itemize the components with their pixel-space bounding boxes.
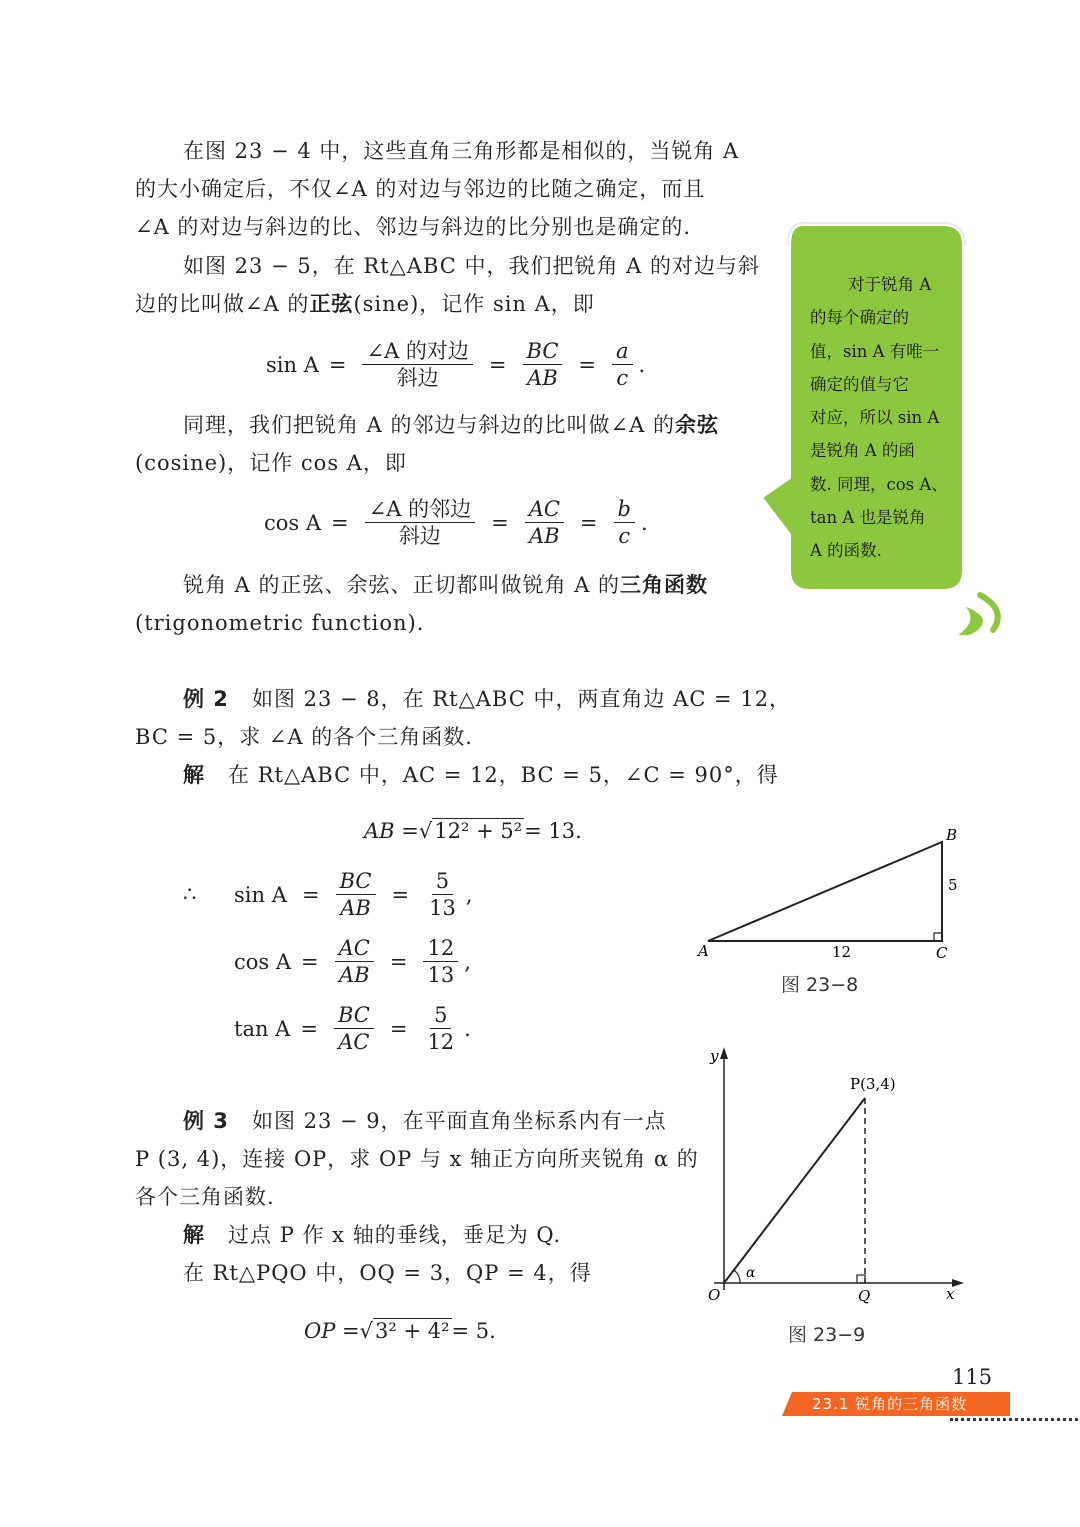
example-label: 例 2 bbox=[183, 687, 229, 711]
paragraph-cosine-definition bbox=[135, 406, 735, 482]
label-a: A bbox=[698, 942, 709, 960]
text-segment: 过点 P 作 x 轴的垂线，垂足为 Q. bbox=[228, 1223, 562, 1247]
fraction-numerator: AC bbox=[525, 496, 564, 523]
label-x: x bbox=[946, 1285, 955, 1303]
text-line bbox=[135, 1216, 695, 1254]
text-line bbox=[135, 285, 735, 323]
label-c: C bbox=[936, 944, 948, 962]
paragraph-trig-function bbox=[135, 566, 735, 642]
side-bc-label: 5 bbox=[948, 876, 958, 894]
text-segment: 在 Rt△ABC 中，AC = 12，BC = 5，∠C = 90°，得 bbox=[228, 763, 779, 787]
fraction-numerator: 5 bbox=[432, 868, 453, 895]
formula-op bbox=[304, 1318, 496, 1343]
fraction-numerator: BC bbox=[334, 1002, 374, 1029]
text-line: P (3, 4)，连接 OP，求 OP 与 x 轴正方向所夹锐角 α 的 bbox=[135, 1147, 699, 1171]
example-label: 例 3 bbox=[183, 1109, 229, 1133]
fraction-numerator: b bbox=[614, 496, 635, 523]
sqrt-sign: √ bbox=[418, 818, 433, 843]
bubble-line: 值，sin A 有唯一 bbox=[810, 341, 940, 361]
text-segment: 如图 23 − 9，在平面直角坐标系内有一点 bbox=[251, 1109, 667, 1133]
paragraph-sine-definition bbox=[135, 247, 761, 323]
fraction-denominator: c bbox=[618, 524, 631, 548]
text-line: (cosine)，记作 cos A，即 bbox=[135, 451, 407, 475]
text-segment: 如图 23 − 8，在 Rt△ABC 中，两直角边 AC = 12， bbox=[251, 687, 792, 711]
fraction-numerator: 5 bbox=[430, 1002, 451, 1029]
text-line: 如图 23 − 5，在 Rt△ABC 中，我们把锐角 A 的对边与斜 bbox=[183, 254, 761, 278]
y-axis-arrow bbox=[720, 1047, 728, 1059]
text-line bbox=[135, 680, 792, 718]
fraction-numerator: 12 bbox=[423, 935, 458, 962]
figure-23-8 bbox=[690, 820, 980, 970]
figure-23-9 bbox=[700, 1045, 970, 1310]
label-b: B bbox=[946, 826, 958, 844]
fraction bbox=[362, 338, 472, 391]
formula-lhs: OP = bbox=[304, 1318, 360, 1343]
example-2 bbox=[135, 680, 792, 794]
bubble-line: 对于锐角 A bbox=[848, 275, 932, 294]
equals-sign: = bbox=[328, 352, 347, 377]
fraction bbox=[335, 935, 374, 988]
fraction bbox=[425, 868, 460, 921]
fraction-denominator: 13 bbox=[429, 896, 456, 920]
formula-lhs: AB = bbox=[364, 818, 419, 843]
formula-end: , bbox=[465, 882, 473, 907]
fraction-denominator: AB bbox=[527, 366, 558, 390]
right-angle-mark bbox=[934, 933, 942, 941]
text-segment: 同理，我们把锐角 A 的邻边与斜边的比叫做∠A 的 bbox=[183, 413, 675, 437]
bubble-line: tan A 也是锐角 bbox=[810, 508, 926, 528]
formula-lhs: sin A bbox=[234, 882, 287, 907]
caption-23-8: 图 23−8 bbox=[781, 974, 859, 996]
text-line bbox=[135, 406, 735, 444]
bubble-line: 对应，所以 sin A bbox=[810, 408, 940, 428]
term-trig-function: 三角函数 bbox=[620, 573, 709, 597]
formula-lhs: cos A bbox=[234, 949, 292, 974]
formula-example2-tan: tan A = $\frac{BC}{AC}$ = $\frac{5}{12}$ . bbox=[234, 1003, 471, 1054]
bubble-tail-swirl bbox=[955, 603, 985, 637]
text-line: (trigonometric function). bbox=[135, 611, 425, 635]
dotted-rule bbox=[950, 1418, 1078, 1421]
label-alpha: α bbox=[746, 1265, 756, 1281]
segment-op bbox=[724, 1098, 865, 1283]
right-angle-mark bbox=[857, 1275, 865, 1283]
fraction-numerator: ∠A 的邻边 bbox=[365, 496, 475, 523]
fraction bbox=[423, 1002, 458, 1055]
paragraph-intro bbox=[135, 132, 740, 246]
triangle-abc bbox=[708, 842, 942, 941]
fraction bbox=[334, 1002, 374, 1055]
text-segment: 锐角 A 的正弦、余弦、正切都叫做锐角 A 的 bbox=[183, 573, 621, 597]
term-cosine: 余弦 bbox=[674, 413, 719, 437]
equals-sign: = bbox=[331, 510, 349, 535]
fraction bbox=[423, 935, 458, 988]
fraction-denominator: 斜边 bbox=[396, 366, 439, 390]
label-y: y bbox=[710, 1047, 719, 1065]
side-ac-label: 12 bbox=[832, 943, 852, 961]
text-line bbox=[135, 756, 779, 794]
fraction-denominator: AB bbox=[338, 963, 370, 987]
bubble-line: 数. 同理，cos A、 bbox=[810, 474, 948, 494]
formula-example2-cos: cos A = $\frac{AC}{AB}$ = $\frac{12}{13}$ , bbox=[234, 936, 471, 987]
text-line: 各个三角函数. bbox=[135, 1185, 275, 1209]
formula-sine bbox=[266, 338, 645, 391]
label-p: P(3,4) bbox=[850, 1075, 896, 1093]
bubble-line: 的每个确定的 bbox=[810, 308, 909, 328]
solution-label: 解 bbox=[183, 763, 205, 787]
fraction-numerator: a bbox=[612, 338, 633, 365]
fraction bbox=[612, 338, 633, 391]
fraction-denominator: c bbox=[616, 366, 629, 390]
example-3 bbox=[135, 1102, 699, 1292]
fraction-denominator: AB bbox=[529, 524, 560, 548]
fraction-denominator: AC bbox=[338, 1030, 370, 1054]
formula-lhs: sin A bbox=[266, 352, 319, 377]
sqrt-content: 12² + 5² bbox=[434, 819, 523, 843]
text-segment: (sine)，记作 sin A，即 bbox=[353, 292, 595, 316]
formula-result: = 13. bbox=[524, 818, 582, 843]
caption-23-9: 图 23−9 bbox=[788, 1324, 866, 1346]
sqrt-content: 3² + 4² bbox=[375, 1319, 450, 1343]
label-o: O bbox=[708, 1286, 721, 1304]
fraction-denominator: AB bbox=[340, 896, 371, 920]
text-line bbox=[135, 1102, 695, 1140]
page-number: 115 bbox=[952, 1365, 993, 1389]
term-sine: 正弦 bbox=[309, 292, 354, 316]
bubble-text bbox=[810, 268, 960, 568]
formula-end: . bbox=[640, 510, 648, 535]
text-segment: 边的比叫做∠A 的 bbox=[135, 292, 310, 316]
solution-label: 解 bbox=[183, 1223, 205, 1247]
text-line: BC = 5，求 ∠A 的各个三角函数. bbox=[135, 725, 473, 749]
fraction bbox=[365, 496, 475, 549]
formula-example2-sin: sin A = $\frac{BC}{AB}$ = $\frac{5}{13}$ , bbox=[234, 869, 473, 920]
text-line bbox=[135, 566, 735, 604]
formula-lhs: cos A bbox=[264, 510, 322, 535]
formula-lhs: tan A bbox=[234, 1016, 291, 1041]
formula-end: , bbox=[464, 949, 471, 974]
fraction-numerator: BC bbox=[336, 868, 376, 895]
fraction-denominator: 13 bbox=[427, 963, 455, 987]
bubble-line: 是锐角 A 的函 bbox=[810, 441, 915, 461]
fraction bbox=[525, 496, 564, 549]
fraction-denominator: 12 bbox=[427, 1030, 455, 1054]
fraction-numerator: ∠A 的对边 bbox=[362, 338, 472, 365]
fraction-denominator: 斜边 bbox=[398, 524, 441, 548]
sqrt-sign: √ bbox=[359, 1318, 374, 1343]
equals-sign: = bbox=[579, 510, 598, 535]
formula-ab bbox=[364, 818, 582, 843]
text-line: 在图 23 − 4 中，这些直角三角形都是相似的，当锐角 A bbox=[183, 139, 740, 163]
formula-result: = 5. bbox=[451, 1318, 496, 1343]
label-q: Q bbox=[858, 1287, 871, 1305]
equals-sign: = bbox=[488, 352, 507, 377]
equals-sign: = bbox=[491, 510, 509, 535]
bubble-line: 确定的值与它 bbox=[810, 374, 909, 394]
formula-cosine bbox=[264, 496, 648, 549]
bubble-line: A 的函数. bbox=[810, 541, 882, 561]
text-line: 在 Rt△PQO 中，OQ = 3，QP = 4，得 bbox=[183, 1261, 592, 1285]
equals-sign: = bbox=[578, 352, 597, 377]
therefore-symbol: ∴ bbox=[183, 882, 197, 906]
formula-end: . bbox=[638, 352, 646, 377]
text-line: 的大小确定后，不仅∠A 的对边与邻边的比随之确定，而且 bbox=[135, 177, 706, 201]
formula-end: . bbox=[464, 1016, 471, 1041]
fraction bbox=[523, 338, 563, 391]
section-title: 23.1 锐角的三角函数 bbox=[812, 1395, 968, 1413]
angle-alpha-arc bbox=[734, 1270, 740, 1283]
fraction bbox=[336, 868, 376, 921]
fraction-numerator: AC bbox=[335, 935, 374, 962]
text-line: ∠A 的对边与斜边的比、邻边与斜边的比分别也是确定的. bbox=[135, 215, 692, 239]
fraction-numerator: BC bbox=[523, 338, 563, 365]
fraction bbox=[614, 496, 635, 549]
